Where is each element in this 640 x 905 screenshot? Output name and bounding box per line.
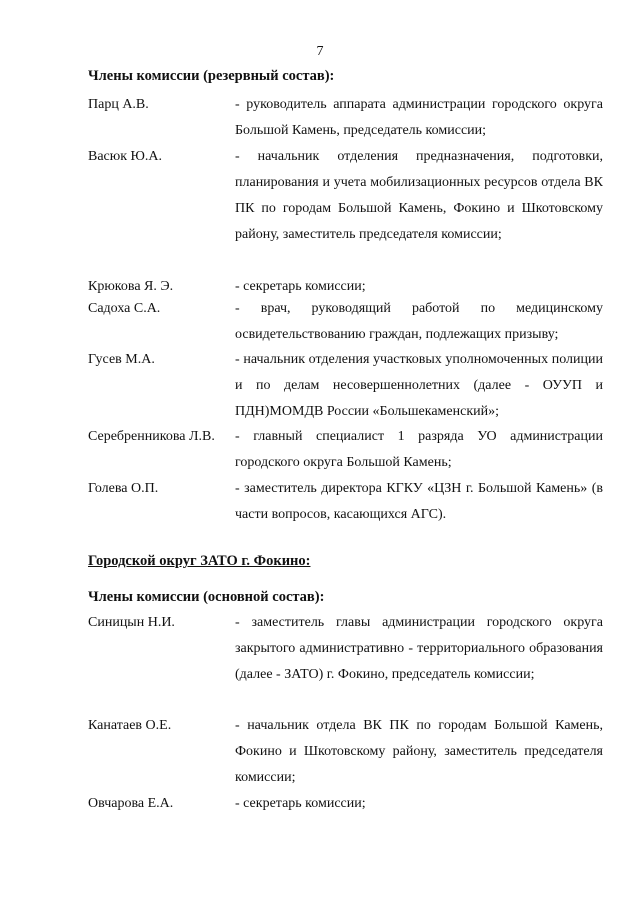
member-role: - секретарь комиссии; [235,796,366,811]
member-role: - заместитель главы администрации городского округа закрытого административно - территориального образования (далее - ЗАТО) г. Фокино, председатель комиссии; [235,615,603,682]
member-name: Синицын Н.И. [88,615,175,630]
member-name: Крюкова Я. Э. [88,279,174,294]
member-name: Канатаев О.Е. [88,718,172,733]
member-role: - начальник отделения предназначения, подготовки, планирования и учета мобилизационных ресурсов отдела ВК ПК по городам Большой Камень, Фокино и Шкотовскому району, заместитель председателя комиссии; [235,149,603,242]
member-name: Садоха С.А. [88,301,161,316]
member-name: Серебренникова Л.В. [88,429,215,444]
member-name: Голева О.П. [88,481,159,496]
member-name: Парц А.В. [88,97,149,112]
page-number: 7 [316,44,324,59]
section-heading-main: Члены комиссии (основной состав): [88,589,325,605]
member-role: - врач, руководящий работой по медицинскому освидетельствованию граждан, подлежащих призыву; [235,301,603,342]
member-name: Овчарова Е.А. [88,796,174,811]
section-heading-fokino: Городской округ ЗАТО г. Фокино: [88,553,311,569]
member-role: - руководитель аппарата администрации городского округа Большой Камень, председатель комиссии; [235,97,603,138]
member-role: - начальник отдела ВК ПК по городам Большой Камень, Фокино и Шкотовскому району, заместитель председателя комиссии; [235,718,603,785]
section-heading-reserve: Члены комиссии (резервный состав): [88,68,335,84]
member-name: Гусев М.А. [88,352,155,367]
member-role: - начальник отделения участковых уполномоченных полиции и по делам несовершеннолетних (далее - ОУУП и ПДН)МОМДВ России «Большекаменский»; [235,352,603,419]
member-role: - главный специалист 1 разряда УО администрации городского округа Большой Камень; [235,429,603,470]
member-name: Васюк Ю.А. [88,149,163,164]
member-role: - секретарь комиссии; [235,279,366,294]
member-role: - заместитель директора КГКУ «ЦЗН г. Большой Камень» (в части вопросов, касающихся АГС). [235,481,603,522]
